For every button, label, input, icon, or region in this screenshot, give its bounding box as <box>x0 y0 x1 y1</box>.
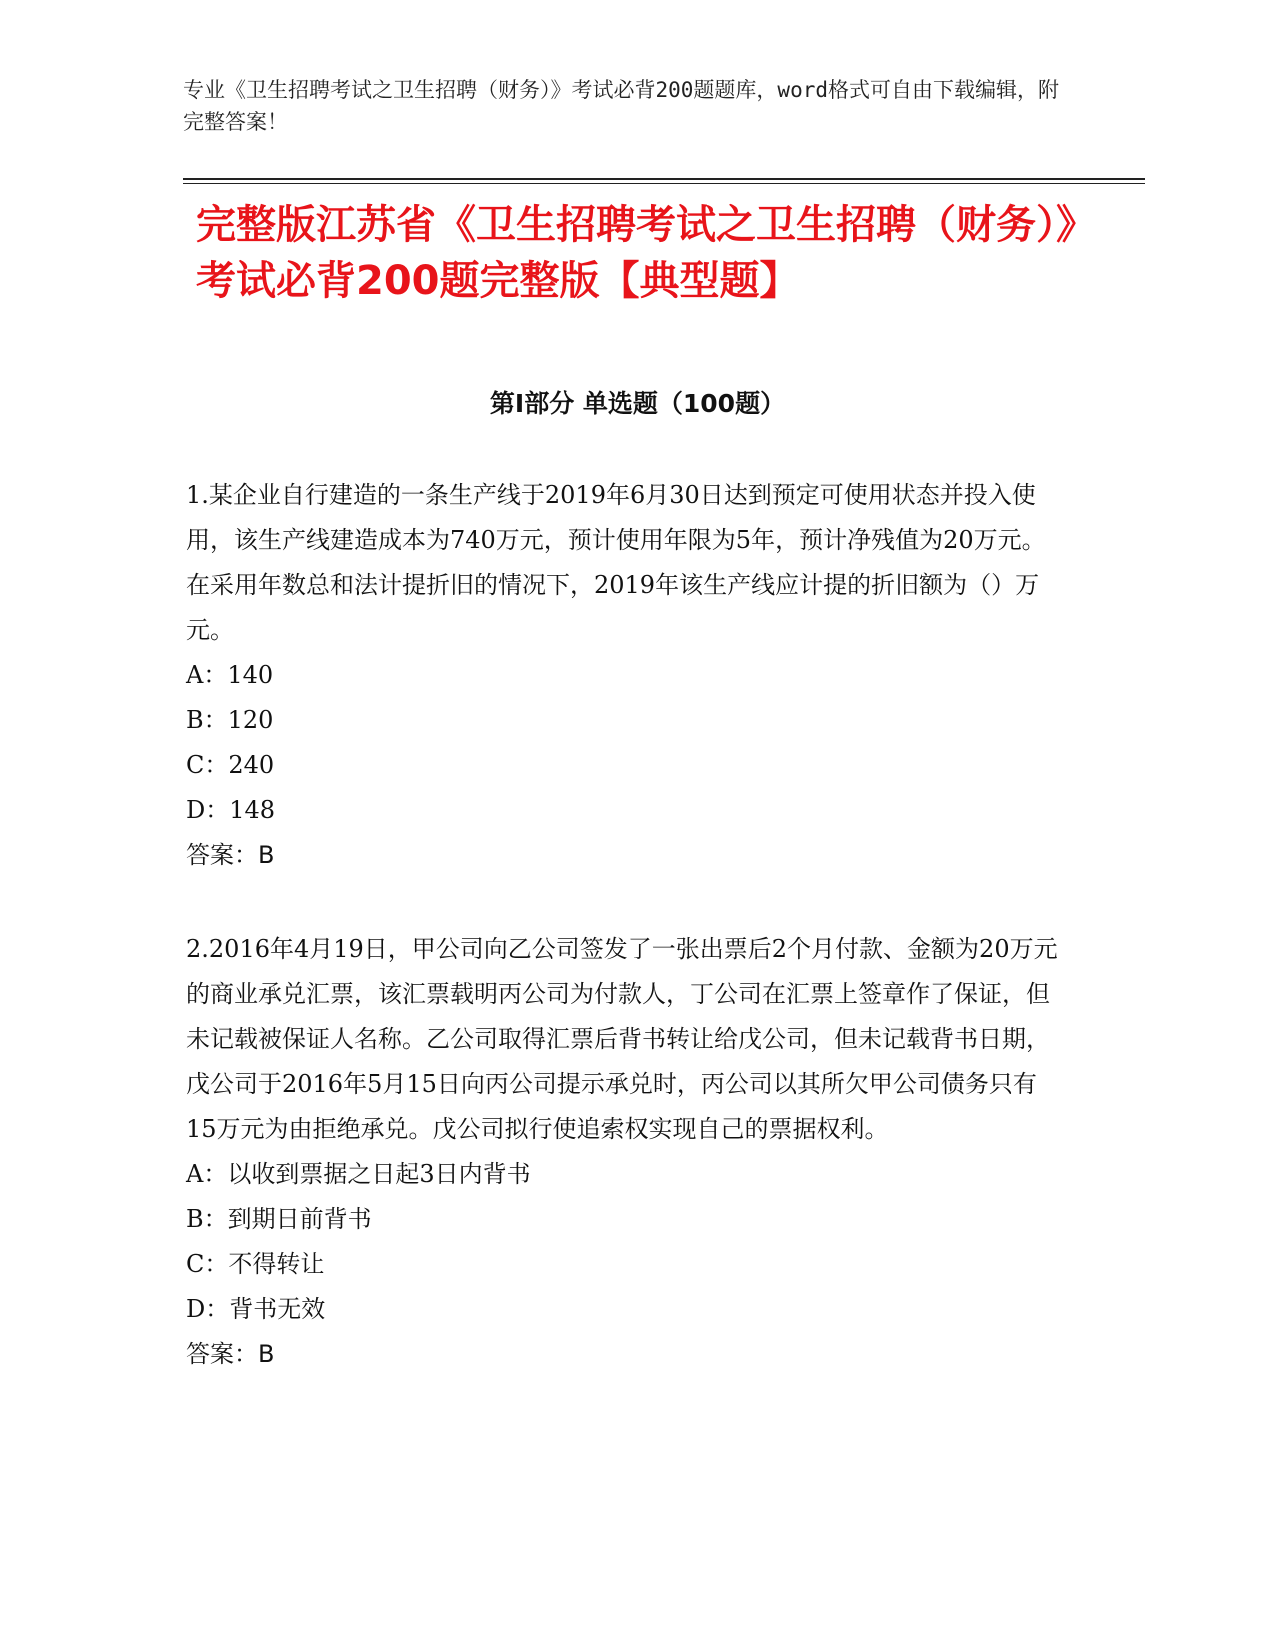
header-rule-thin <box>183 183 1145 184</box>
header-note: 专业《卫生招聘考试之卫生招聘（财务）》考试必背200题题库，word格式可自由下载编辑，附完整答案！ <box>183 78 1059 134</box>
header-rule-thick <box>183 178 1145 180</box>
option-c: C：不得转让 <box>186 1250 325 1278</box>
option-a: A：140 <box>186 661 274 689</box>
option-d: D：背书无效 <box>186 1295 326 1323</box>
document-title: 完整版江苏省《卫生招聘考试之卫生招聘（财务）》考试必背200题完整版【典型题】 <box>196 202 1096 304</box>
question-text: 1.某企业自行建造的一条生产线于2019年6月30日达到预定可使用状态并投入使用，该生产线建造成本为740万元，预计使用年限为5年，预计净残值为20万元。在采用年数总和法计提折旧的情况下，2019年该生产线应计提的折旧额为（）万元。 <box>186 481 1046 644</box>
question-text: 2.2016年4月19日，甲公司向乙公司签发了一张出票后2个月付款、金额为20万元的商业承兑汇票，该汇票载明丙公司为付款人，丁公司在汇票上签章作了保证，但未记载被保证人名称。乙公司取得汇票后背书转让给戊公司，但未记载背书日期，戊公司于2016年5月15日向丙公司提示承兑时，丙公司以其所欠甲公司债务只有15万元为由拒绝承兑。戊公司拟行使追索权实现自己的票据权利。 <box>186 935 1058 1143</box>
option-b: B：120 <box>186 706 274 734</box>
section-heading: 第Ⅰ部分 单选题（100题） <box>489 389 786 418</box>
answer-label: 答案：B <box>186 841 275 869</box>
option-a: A：以收到票据之日起3日内背书 <box>186 1160 531 1188</box>
option-c: C：240 <box>186 751 275 779</box>
option-d: D：148 <box>186 796 276 824</box>
option-b: B：到期日前背书 <box>186 1205 372 1233</box>
question-1 <box>186 473 1066 878</box>
answer-label: 答案：B <box>186 1340 275 1368</box>
question-2 <box>186 927 1066 1377</box>
